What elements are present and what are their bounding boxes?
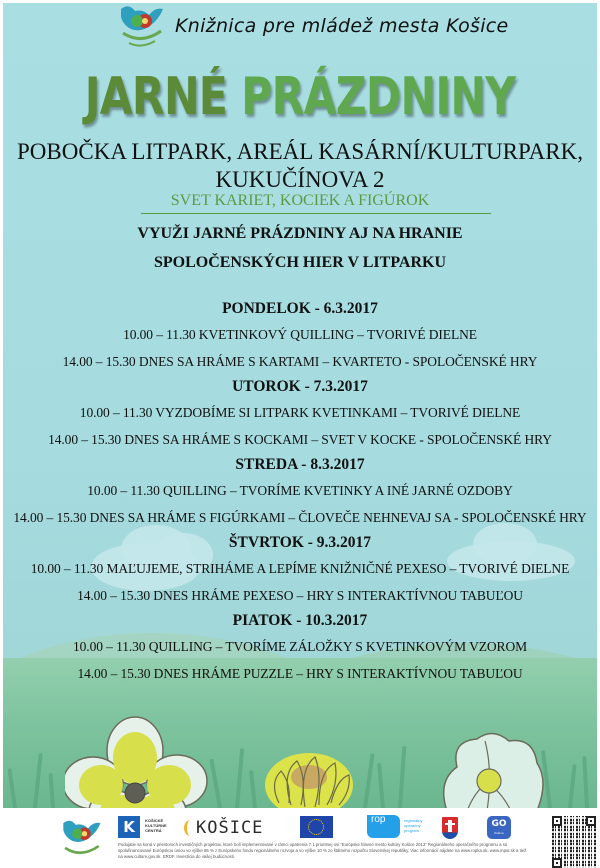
event-item: 10.00 – 11.30 QUILLING – TVORÍME ZÁLOŽKY S KVETINKOVÝM VZOROM <box>73 639 527 654</box>
event-item: 14.00 – 15.30 DNES HRÁME PEXESO – HRY S INTERAKTÍVNOU TABUĽOU <box>77 588 523 603</box>
qr-code-icon[interactable] <box>552 816 596 868</box>
kosice-logo: KOŠICE <box>196 818 264 838</box>
funding-disclaimer: Podujatie sa koná v priestoroch investičných projektov, ktoré boli implementované v rámci opatrenia 7.1 prioritnej osi “Európske hlavné mesto kultúry Košice 2013” Regionálneho operačného programu a sú spolufinancované Európskou úniou vo výške 85 % z Európskeho fondu regionálneho rozvoja a vo výške 10 % zo štátneho rozpočtu Slovenskej republiky. Viac informácií nájdete na www.ropka.sk, www.mpsr.sk a tiež na www.culture.gov.sk. ERDF. Investícia do vašej budúcnosti. <box>118 842 527 859</box>
kosice-go-caption: Košice <box>494 831 504 835</box>
kosice-go-mark: GO <box>491 819 507 829</box>
title-part-1: JARNÉ <box>84 67 228 127</box>
event-item: 14.00 – 15.30 DNES SA HRÁME S FIGÚRKAMI – ČLOVEČE NEHNEVAJ SA - SPOLOČENSKÉ HRY <box>13 510 587 525</box>
library-logo-footer <box>58 814 104 864</box>
location-line-2: KUKUČÍNOVA 2 <box>215 167 385 192</box>
bird-logo-icon <box>58 814 104 864</box>
intro-line-1: VYUŽI JARNÉ PRÁZDNINY AJ NA HRANIE <box>137 225 463 242</box>
event-item: 10.00 – 11.30 KVETINKOVÝ QUILLING – TVORIVÉ DIELNE <box>123 327 477 342</box>
flower-middle-icon <box>259 743 359 808</box>
day-heading-thursday: ŠTVRTOK - 9.3.2017 <box>228 534 372 551</box>
day-heading-wednesday: STREDA - 8.3.2017 <box>235 456 365 473</box>
rop-logo-caption: regionálny operačný program <box>404 818 423 833</box>
day-heading-monday: PONDELOK - 6.3.2017 <box>222 300 378 317</box>
event-item: 10.00 – 11.30 QUILLING – TVORÍME KVETINKY A INÉ JARNÉ OZDOBY <box>87 483 513 498</box>
schedule <box>3 293 597 687</box>
kosice-go-logo <box>487 816 511 839</box>
sponsor-footer <box>0 808 600 868</box>
day-heading-tuesday: UTOROK - 7.3.2017 <box>232 378 368 395</box>
tagline: SVET KARIET, KOCIEK A FIGÚROK <box>170 192 430 209</box>
location-line-1: POBOČKA LITPARK, AREÁL KASÁRNÍ/KULTURPARK, <box>17 139 583 164</box>
library-name: Knižnica pre mládež mesta Košice <box>175 15 509 37</box>
intro-line-2: SPOLOČENSKÝCH HIER V LITPARKU <box>153 254 447 271</box>
library-logo <box>115 3 167 51</box>
title-part-2: PRÁZDNINY <box>241 67 516 127</box>
kkc-logo: K <box>118 816 140 838</box>
day-heading-friday: PIATOK - 10.3.2017 <box>232 612 368 629</box>
rop-logo: rop <box>367 815 400 838</box>
kosice-logo-icon <box>184 820 196 836</box>
event-item: 14.00 – 15.30 DNES SA HRÁME S KARTAMI – KVARTETO - SPOLOČENSKÉ HRY <box>62 354 538 369</box>
kkc-logo-caption: KOŠICKÉ KULTÚRNE CENTRÁ <box>145 818 167 833</box>
event-item: 10.00 – 11.30 MAĽUJEME, STRIHÁME A LEPÍME KNIŽNIČNÉ PEXESO – TVORIVÉ DIELNE <box>30 561 570 576</box>
intro <box>3 219 597 277</box>
event-item: 14.00 – 15.30 DNES HRÁME PUZZLE – HRY S INTERAKTÍVNOU TABUĽOU <box>77 666 523 681</box>
tagline-underline <box>141 213 491 214</box>
flower-right-icon <box>437 731 547 808</box>
slovak-coat-of-arms-icon <box>441 816 459 840</box>
bird-logo-icon <box>115 3 167 51</box>
poster <box>3 3 597 808</box>
event-item: 14.00 – 15.30 DNES SA HRÁME S KOCKAMI – SVET V KOCKE - SPOLOČENSKÉ HRY <box>48 432 552 447</box>
flower-left-icon <box>65 713 215 808</box>
event-item: 10.00 – 11.30 VYZDOBÍME SI LITPARK KVETINKAMI – TVORIVÉ DIELNE <box>79 405 521 420</box>
location <box>3 138 597 194</box>
page-title <box>56 65 543 129</box>
eu-flag-icon <box>300 816 333 838</box>
